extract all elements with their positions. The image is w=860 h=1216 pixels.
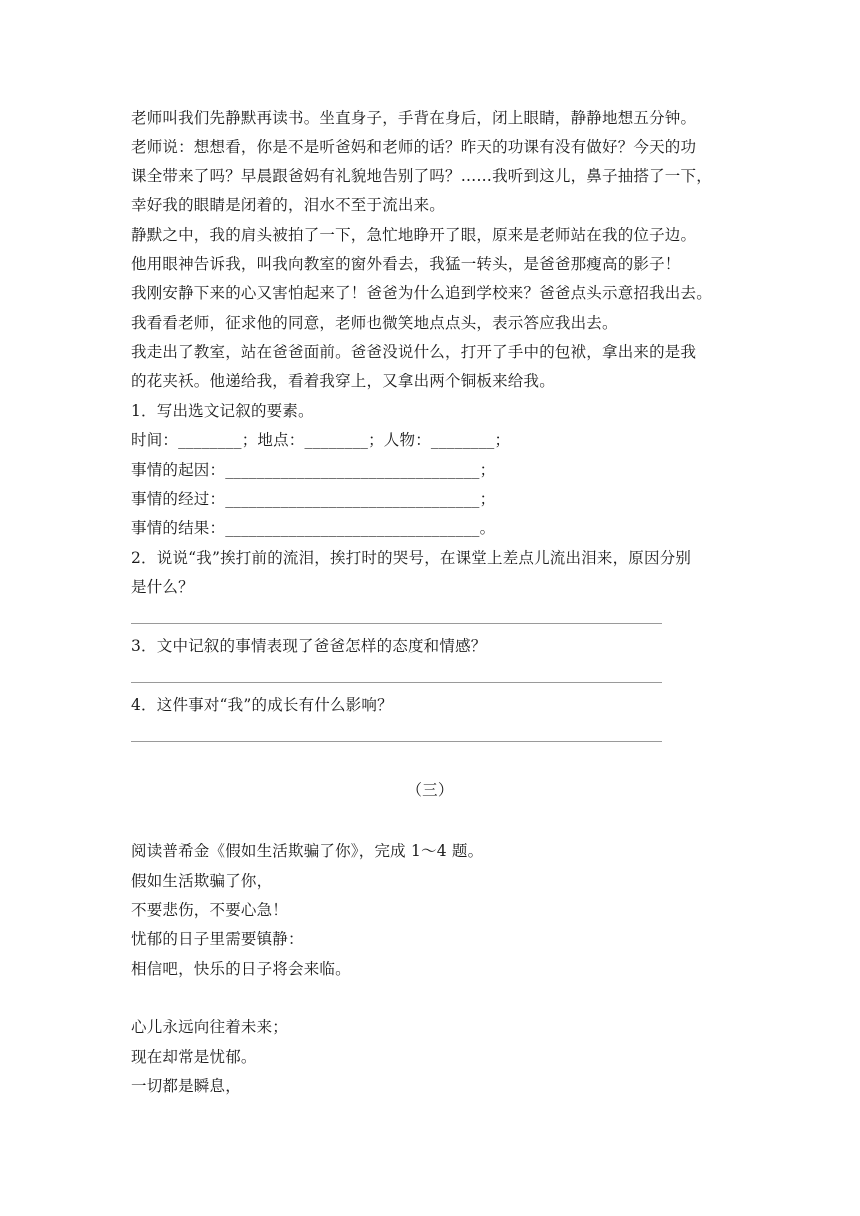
question-2-cont: 是什么？ [131, 578, 194, 596]
question-1: 1．写出选文记叙的要素。 [131, 402, 314, 420]
poem-line: 一切都是瞬息， [131, 1077, 241, 1095]
q1-process-blank: 事情的经过：________________________________； [131, 490, 496, 508]
poem-line: 相信吧，快乐的日子将会来临。 [131, 960, 351, 978]
poem-line: 心儿永远向往着未来； [131, 1018, 289, 1036]
passage-line: 静默之中，我的肩头被拍了一下，急忙地睁开了眼，原来是老师站在我的位子边。 [131, 226, 697, 244]
question-4: 4．这件事对“我”的成长有什么影响？ [131, 696, 393, 714]
passage-line: 的花夹袄。他递给我，看着我穿上，又拿出两个铜板来给我。 [131, 372, 555, 390]
section-heading: （三） [406, 781, 454, 799]
q1-elements-blanks: 时间：________；地点：________；人物：________； [131, 431, 511, 449]
question-2: 2．说说“我”挨打前的流泪，挨打时的哭号，在课堂上差点儿流出泪来，原因分别 [131, 549, 692, 567]
q1-result-blank: 事情的结果：________________________________。 [131, 519, 496, 537]
poem-line: 不要悲伤，不要心急！ [131, 901, 289, 919]
passage-line: 我看看老师，征求他的同意，老师也微笑地点点头，表示答应我出去。 [131, 314, 618, 332]
question-3: 3．文中记叙的事情表现了爸爸怎样的态度和情感？ [131, 637, 487, 655]
section-intro: 阅读普希金《假如生活欺骗了你》，完成 1～4 题。 [131, 842, 484, 860]
poem-line: 现在却常是忧郁。 [131, 1048, 257, 1066]
answer-line [131, 623, 662, 624]
passage-line: 他用眼神告诉我，叫我向教室的窗外看去，我猛一转头，是爸爸那瘦高的影子！ [131, 255, 681, 273]
poem-line: 假如生活欺骗了你， [131, 872, 273, 890]
answer-line [131, 682, 662, 683]
passage-line: 我刚安静下来的心又害怕起来了！爸爸为什么追到学校来？爸爸点头示意招我出去。 [131, 284, 712, 302]
poem-line: 忧郁的日子里需要镇静： [131, 930, 304, 948]
passage-line: 课全带来了吗？早晨跟爸妈有礼貌地告别了吗？……我听到这儿，鼻子抽搭了一下， [131, 167, 712, 185]
passage-line: 幸好我的眼睛是闭着的，泪水不至于流出来。 [131, 196, 446, 214]
q1-cause-blank: 事情的起因：________________________________； [131, 461, 496, 479]
passage-line: 老师说：想想看，你是不是听爸妈和老师的话？昨天的功课有没有做好？今天的功 [131, 138, 697, 156]
passage-line: 我走出了教室，站在爸爸面前。爸爸没说什么，打开了手中的包袱，拿出来的是我 [131, 343, 697, 361]
answer-line [131, 741, 662, 742]
passage-line: 老师叫我们先静默再读书。坐直身子，手背在身后，闭上眼睛，静静地想五分钟。 [131, 109, 697, 127]
